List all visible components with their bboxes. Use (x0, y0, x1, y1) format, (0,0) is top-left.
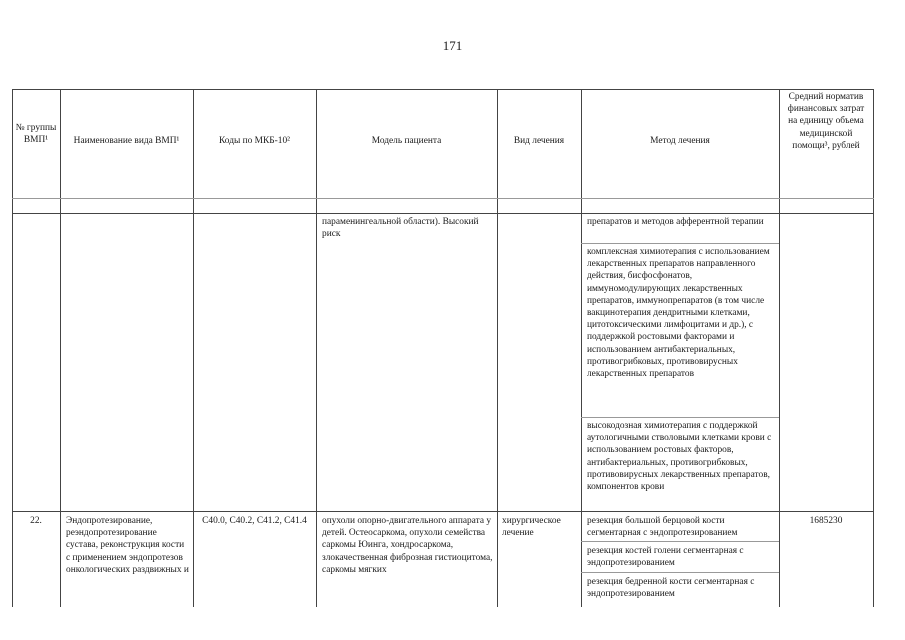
row-patient-model: опухоли опорно-двигательного аппарата у детей. Остеосаркома, опухоли семейства саркомы Юинга, хондросаркома, злокачественная фиброзная гистиоцитома, саркомы мягких (322, 516, 493, 575)
table-border-right (873, 89, 874, 607)
method-divider (581, 417, 779, 418)
header-divider (12, 198, 874, 199)
row-vmp-name: Эндопротезирование, реэндопротезирование сустава, реконструкция кости с применением эндопротезов онкологических раздвижных и (66, 516, 189, 575)
row-divider (12, 511, 874, 512)
row-treatment-type: хирургическое лечение (502, 516, 561, 539)
header-bottom (12, 213, 874, 214)
header-patient-model: Модель пациента (371, 136, 442, 146)
continuation-method: препаратов и методов афферентной терапии (587, 217, 764, 227)
column-divider (316, 89, 317, 607)
column-divider (497, 89, 498, 607)
column-divider (581, 89, 582, 607)
row-method: резекция большой берцовой кости сегментарная с эндопротезированием (587, 516, 738, 539)
row-method: резекция костей голени сегментарная с эндопротезированием (587, 546, 744, 569)
table-border-top (12, 89, 874, 90)
continuation-method: высокодозная химиотерапия с поддержкой аутологичными стволовыми клетками крови с использованием ростовых факторов, антибактериальных, противогрибковых, противовирусных лекарственных препаратов, компонентов крови (587, 421, 772, 493)
column-divider (60, 89, 61, 607)
header-mkb-codes: Коды по МКБ-10² (219, 136, 290, 146)
header-group-no: № группы ВМП¹ (15, 123, 57, 146)
column-divider (779, 89, 780, 607)
header-avg-cost: Средний норматив финансовых затрат на единицу объема медицинской помощи³, рублей (787, 92, 865, 151)
header-vmp-name: Наименование вида ВМП¹ (73, 136, 180, 146)
method-divider (581, 572, 779, 573)
header-treatment-type: Вид лечения (513, 136, 565, 146)
header-treatment-method: Метод лечения (650, 136, 710, 146)
table-border-left (12, 89, 13, 607)
method-divider (581, 541, 779, 542)
row-method: резекция бедренной кости сегментарная с эндопротезированием (587, 577, 755, 600)
page-number: 171 (442, 38, 463, 53)
row-mkb-codes: С40.0, С40.2, С41.2, С41.4 (202, 516, 307, 526)
row-group-no: 22. (30, 516, 42, 526)
row-avg-cost: 1685230 (809, 516, 843, 526)
continuation-patient-model: параменингеальной области). Высокий риск (322, 217, 479, 240)
method-divider (581, 243, 779, 244)
continuation-method: комплексная химиотерапия с использованием лекарственных препаратов направленного действия, бисфосфонатов, иммуномодулирующих лекарственных препаратов, иммунопрепаратов (в том числе вакцинотерапия дендритными клетками, цитотоксическими лимфоцитами и др.), с поддержкой ростовыми факторами и использованием антибактериальных, противогрибковых, противовирусных лекарственных препаратов (587, 247, 770, 380)
column-divider (193, 89, 194, 607)
